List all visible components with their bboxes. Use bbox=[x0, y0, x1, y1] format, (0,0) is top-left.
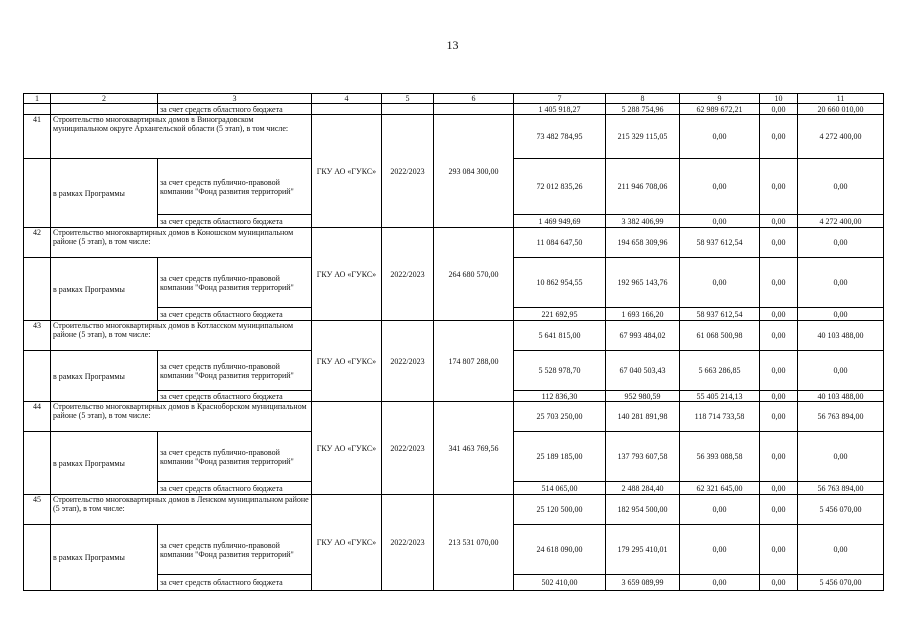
value-cell: 5 456 070,00 bbox=[798, 495, 884, 525]
executor-cell: ГКУ АО «ГУКС» bbox=[312, 115, 382, 228]
program-label: в рамках Программы bbox=[51, 351, 158, 402]
value-cell: 58 937 612,54 bbox=[680, 308, 760, 321]
years-cell: 2022/2023 bbox=[382, 495, 434, 591]
value-cell: 0,00 bbox=[760, 215, 798, 228]
project-row bbox=[24, 115, 884, 159]
value-cell: 5 528 978,70 bbox=[514, 351, 606, 391]
project-title: Строительство многоквартирных домов в Красноборском муниципальном районе (5 этап), в том числе: bbox=[51, 402, 312, 432]
value-cell: 118 714 733,58 bbox=[680, 402, 760, 432]
value-cell: 0,00 bbox=[798, 228, 884, 258]
years-cell: 2022/2023 bbox=[382, 115, 434, 228]
years-cell: 2022/2023 bbox=[382, 321, 434, 402]
value-cell: 25 189 185,00 bbox=[514, 432, 606, 482]
header-cell: 11 bbox=[798, 94, 884, 104]
value-cell: 0,00 bbox=[760, 391, 798, 402]
project-title: Строительство многоквартирных домов в Котласском муниципальном районе (5 этап), в том числе: bbox=[51, 321, 312, 351]
value-cell: 5 288 754,96 bbox=[606, 104, 680, 115]
value-cell: 5 641 815,00 bbox=[514, 321, 606, 351]
table-row bbox=[24, 104, 884, 115]
value-cell: 0,00 bbox=[760, 351, 798, 391]
value-cell: 137 793 607,58 bbox=[606, 432, 680, 482]
empty-cell bbox=[51, 104, 158, 115]
funding-source-cell: за счет средств публично-правовой компании "Фонд развития территорий" bbox=[158, 432, 312, 482]
value-cell: 0,00 bbox=[760, 159, 798, 215]
value-cell: 3 659 089,99 bbox=[606, 575, 680, 591]
value-cell: 5 663 286,85 bbox=[680, 351, 760, 391]
years-cell: 2022/2023 bbox=[382, 402, 434, 495]
value-cell: 0,00 bbox=[798, 308, 884, 321]
value-cell: 5 456 070,00 bbox=[798, 575, 884, 591]
value-cell: 0,00 bbox=[680, 258, 760, 308]
value-cell: 72 012 835,26 bbox=[514, 159, 606, 215]
value-cell: 0,00 bbox=[760, 308, 798, 321]
value-cell: 502 410,00 bbox=[514, 575, 606, 591]
value-cell: 952 980,59 bbox=[606, 391, 680, 402]
project-row bbox=[24, 321, 884, 351]
value-cell: 0,00 bbox=[760, 228, 798, 258]
value-cell: 0,00 bbox=[760, 115, 798, 159]
total-cost-cell: 264 680 570,00 bbox=[434, 228, 514, 321]
value-cell: 4 272 400,00 bbox=[798, 215, 884, 228]
header-cell: 10 bbox=[760, 94, 798, 104]
project-title: Строительство многоквартирных домов в Виноградовском муниципальном округе Архангельской области (5 этап), в том числе: bbox=[51, 115, 312, 159]
value-cell: 58 937 612,54 bbox=[680, 228, 760, 258]
project-number: 45 bbox=[24, 495, 51, 525]
project-title: Строительство многоквартирных домов в Ленском муниципальном районе (5 этап), в том числе: bbox=[51, 495, 312, 525]
project-row bbox=[24, 228, 884, 258]
value-cell: 11 084 647,50 bbox=[514, 228, 606, 258]
value-cell: 0,00 bbox=[760, 321, 798, 351]
value-cell: 0,00 bbox=[760, 432, 798, 482]
funding-source-cell: за счет средств публично-правовой компании "Фонд развития территорий" bbox=[158, 351, 312, 391]
value-cell: 0,00 bbox=[798, 159, 884, 215]
value-cell: 182 954 500,00 bbox=[606, 495, 680, 525]
value-cell: 215 329 115,05 bbox=[606, 115, 680, 159]
value-cell: 62 321 645,00 bbox=[680, 482, 760, 495]
executor-cell: ГКУ АО «ГУКС» bbox=[312, 495, 382, 591]
value-cell: 40 103 488,00 bbox=[798, 321, 884, 351]
empty-cell bbox=[24, 525, 51, 591]
empty-cell bbox=[24, 104, 51, 115]
total-cost-cell: 174 807 288,00 bbox=[434, 321, 514, 402]
funding-source-cell: за счет средств областного бюджета bbox=[158, 215, 312, 228]
funding-source-cell: за счет средств публично-правовой компании "Фонд развития территорий" bbox=[158, 525, 312, 575]
value-cell: 0,00 bbox=[680, 495, 760, 525]
project-number: 43 bbox=[24, 321, 51, 351]
value-cell: 4 272 400,00 bbox=[798, 115, 884, 159]
program-label: в рамках Программы bbox=[51, 432, 158, 495]
value-cell: 514 065,00 bbox=[514, 482, 606, 495]
value-cell: 0,00 bbox=[680, 575, 760, 591]
empty-cell bbox=[24, 159, 51, 228]
project-row bbox=[24, 495, 884, 525]
value-cell: 0,00 bbox=[760, 495, 798, 525]
value-cell: 2 488 284,40 bbox=[606, 482, 680, 495]
value-cell: 221 692,95 bbox=[514, 308, 606, 321]
value-cell: 0,00 bbox=[760, 482, 798, 495]
funding-source-cell: за счет средств публично-правовой компании "Фонд развития территорий" bbox=[158, 258, 312, 308]
budget-table bbox=[23, 93, 884, 591]
empty-cell bbox=[24, 432, 51, 495]
value-cell: 56 763 894,00 bbox=[798, 482, 884, 495]
executor-cell: ГКУ АО «ГУКС» bbox=[312, 321, 382, 402]
value-cell: 62 989 672,21 bbox=[680, 104, 760, 115]
project-number: 44 bbox=[24, 402, 51, 432]
value-cell: 194 658 309,96 bbox=[606, 228, 680, 258]
empty-cell bbox=[24, 258, 51, 321]
project-title: Строительство многоквартирных домов в Коношском муниципальном районе (5 этап), в том числе: bbox=[51, 228, 312, 258]
program-label: в рамках Программы bbox=[51, 258, 158, 321]
header-cell: 9 bbox=[680, 94, 760, 104]
years-cell: 2022/2023 bbox=[382, 228, 434, 321]
value-cell: 67 993 484,02 bbox=[606, 321, 680, 351]
header-cell: 4 bbox=[312, 94, 382, 104]
value-cell: 24 618 090,00 bbox=[514, 525, 606, 575]
value-cell: 0,00 bbox=[680, 115, 760, 159]
funding-source-cell: за счет средств публично-правовой компании "Фонд развития территорий" bbox=[158, 159, 312, 215]
page-number: 13 bbox=[446, 38, 459, 52]
value-cell: 0,00 bbox=[760, 104, 798, 115]
value-cell: 20 660 010,00 bbox=[798, 104, 884, 115]
executor-cell: ГКУ АО «ГУКС» bbox=[312, 228, 382, 321]
header-cell: 2 bbox=[51, 94, 158, 104]
value-cell: 0,00 bbox=[680, 525, 760, 575]
header-cell: 6 bbox=[434, 94, 514, 104]
value-cell: 0,00 bbox=[680, 215, 760, 228]
value-cell: 1 693 166,20 bbox=[606, 308, 680, 321]
value-cell: 112 836,30 bbox=[514, 391, 606, 402]
project-row bbox=[24, 402, 884, 432]
funding-source-cell: за счет средств областного бюджета bbox=[158, 308, 312, 321]
header-row bbox=[24, 94, 884, 104]
empty-cell bbox=[312, 104, 382, 115]
value-cell: 55 405 214,13 bbox=[680, 391, 760, 402]
value-cell: 10 862 954,55 bbox=[514, 258, 606, 308]
value-cell: 0,00 bbox=[798, 432, 884, 482]
value-cell: 179 295 410,01 bbox=[606, 525, 680, 575]
funding-source-cell: за счет средств областного бюджета bbox=[158, 391, 312, 402]
header-cell: 8 bbox=[606, 94, 680, 104]
value-cell: 56 393 088,58 bbox=[680, 432, 760, 482]
project-number: 42 bbox=[24, 228, 51, 258]
value-cell: 0,00 bbox=[798, 351, 884, 391]
value-cell: 211 946 708,06 bbox=[606, 159, 680, 215]
total-cost-cell: 293 084 300,00 bbox=[434, 115, 514, 228]
value-cell: 3 382 406,99 bbox=[606, 215, 680, 228]
header-cell: 3 bbox=[158, 94, 312, 104]
total-cost-cell: 341 463 769,56 bbox=[434, 402, 514, 495]
value-cell: 67 040 503,43 bbox=[606, 351, 680, 391]
header-cell: 7 bbox=[514, 94, 606, 104]
value-cell: 73 482 784,95 bbox=[514, 115, 606, 159]
empty-cell bbox=[382, 104, 434, 115]
value-cell: 1 469 949,69 bbox=[514, 215, 606, 228]
funding-source-cell: за счет средств областного бюджета bbox=[158, 482, 312, 495]
value-cell: 0,00 bbox=[680, 159, 760, 215]
value-cell: 0,00 bbox=[798, 258, 884, 308]
program-label: в рамках Программы bbox=[51, 525, 158, 591]
value-cell: 40 103 488,00 bbox=[798, 391, 884, 402]
value-cell: 0,00 bbox=[760, 402, 798, 432]
value-cell: 192 965 143,76 bbox=[606, 258, 680, 308]
value-cell: 0,00 bbox=[760, 258, 798, 308]
total-cost-cell: 213 531 070,00 bbox=[434, 495, 514, 591]
header-cell: 5 bbox=[382, 94, 434, 104]
value-cell: 25 703 250,00 bbox=[514, 402, 606, 432]
funding-source-cell: за счет средств областного бюджета bbox=[158, 104, 312, 115]
program-label: в рамках Программы bbox=[51, 159, 158, 228]
value-cell: 25 120 500,00 bbox=[514, 495, 606, 525]
value-cell: 0,00 bbox=[760, 575, 798, 591]
value-cell: 140 281 891,98 bbox=[606, 402, 680, 432]
empty-cell bbox=[24, 351, 51, 402]
value-cell: 61 068 500,98 bbox=[680, 321, 760, 351]
value-cell: 0,00 bbox=[760, 525, 798, 575]
funding-source-cell: за счет средств областного бюджета bbox=[158, 575, 312, 591]
header-cell: 1 bbox=[24, 94, 51, 104]
value-cell: 0,00 bbox=[798, 525, 884, 575]
value-cell: 1 405 918,27 bbox=[514, 104, 606, 115]
executor-cell: ГКУ АО «ГУКС» bbox=[312, 402, 382, 495]
empty-cell bbox=[434, 104, 514, 115]
project-number: 41 bbox=[24, 115, 51, 159]
value-cell: 56 763 894,00 bbox=[798, 402, 884, 432]
